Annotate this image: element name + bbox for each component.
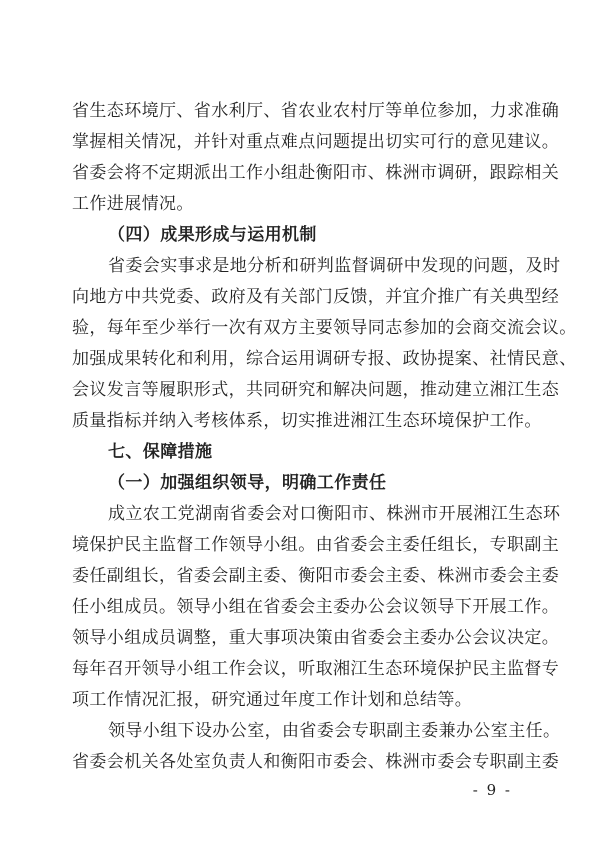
body-line: 加强成果转化和利用，综合运用调研专报、政协提案、社情民意、 (72, 349, 577, 369)
body-line: 省生态环境厅、省水利厅、省农业农村厅等单位参加，力求准确 (72, 101, 560, 121)
body-line: 会议发言等履职形式，共同研究和解决问题，推动建立湘江生态 (72, 380, 560, 400)
body-line: 省委会机关各处室负责人和衡阳市委会、株洲市委会专职副主委 (72, 752, 560, 772)
page-number: - 9 - (472, 781, 512, 799)
body-line: 验，每年至少举行一次有双方主要领导同志参加的会商交流会议。 (72, 318, 577, 338)
section-heading: 七、保障措施 (108, 442, 213, 462)
body-line: 项工作情况汇报，研究通过年度工作计划和总结等。 (72, 690, 473, 710)
body-line: 境保护民主监督工作领导小组。由省委会主委任组长，专职副主 (72, 535, 560, 555)
body-line: 任小组成员。领导小组在省委会主委办公会议领导下开展工作。 (72, 597, 560, 617)
body-line: 领导小组成员调整，重大事项决策由省委会主委办公会议决定。 (72, 628, 560, 648)
body-line: 每年召开领导小组工作会议，听取湘江生态环境保护民主监督专 (72, 659, 560, 679)
body-line: 领导小组下设办公室，由省委会专职副主委兼办公室主任。 (108, 721, 561, 741)
body-line: 向地方中共党委、政府及有关部门反馈，并宜介推广有关典型经 (72, 287, 560, 307)
body-line: 工作进展情况。 (72, 194, 194, 214)
subsection-heading: （四）成果形成与运用机制 (108, 225, 317, 245)
body-line: 成立农工党湖南省委会对口衡阳市、株洲市开展湘江生态环 (108, 504, 561, 524)
subsection-heading: （一）加强组织领导，明确工作责任 (108, 473, 387, 493)
body-line: 委任副组长，省委会副主委、衡阳市委会主委、株洲市委会主委 (72, 566, 560, 586)
body-line: 质量指标并纳入考核体系，切实推进湘江生态环境保护工作。 (72, 411, 542, 431)
body-line: 省委会实事求是地分析和研判监督调研中发现的问题，及时 (108, 256, 561, 276)
body-line: 掌握相关情况，并针对重点难点问题提出切实可行的意见建议。 (72, 132, 560, 152)
body-line: 省委会将不定期派出工作小组赴衡阳市、株洲市调研，跟踪相关 (72, 163, 560, 183)
